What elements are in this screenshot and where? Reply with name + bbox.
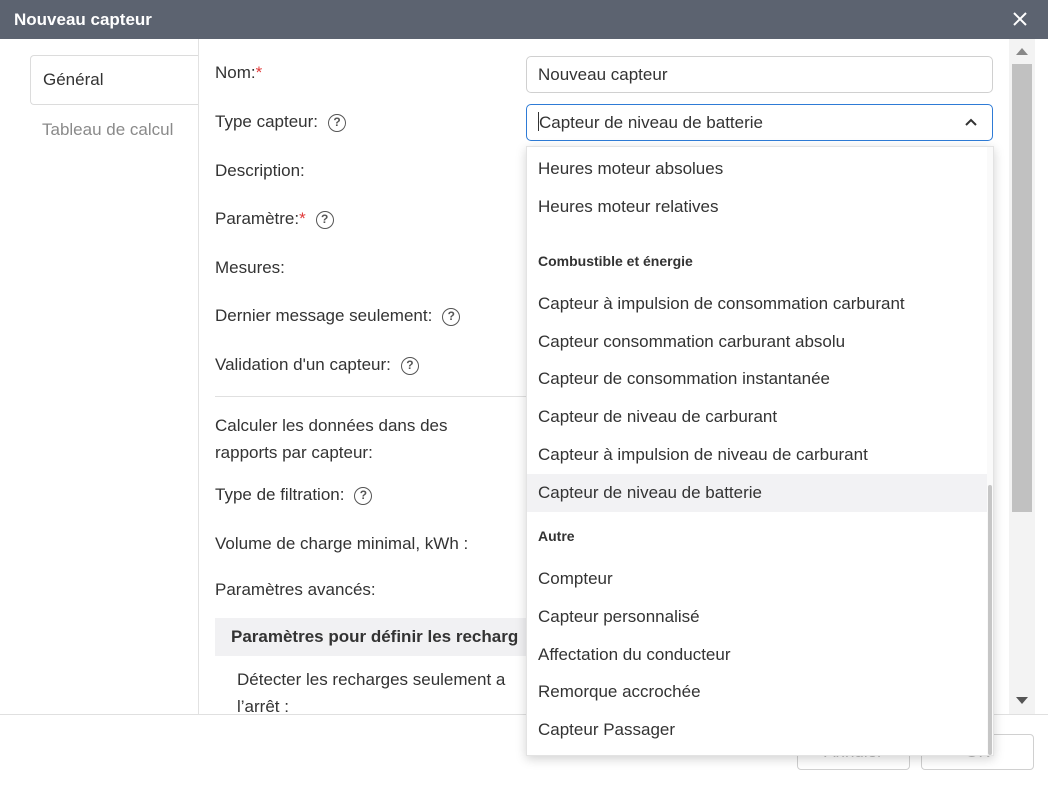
sensor-type-select[interactable] [526, 104, 993, 141]
help-icon[interactable]: ? [354, 487, 372, 505]
dropdown-option[interactable]: Heures moteur relatives [538, 197, 719, 216]
dropdown-option[interactable]: Compteur [538, 569, 613, 588]
dropdown-option[interactable]: Capteur de niveau de carburant [538, 407, 778, 426]
sensor-type-value: Capteur de niveau de batterie [539, 113, 763, 132]
refill-section-header [215, 618, 535, 656]
refill-section-title: Paramètres pour définir les recharg [231, 627, 519, 646]
tab-general[interactable]: Général [30, 55, 199, 105]
min-charge-label: Volume de charge minimal, kWh : [215, 534, 469, 553]
dropdown-option-selected[interactable]: Capteur de niveau de batterie [527, 474, 989, 512]
help-icon[interactable]: ? [401, 357, 419, 375]
dropdown-option[interactable]: Capteur à impulsion de consommation carburant [538, 294, 905, 313]
scroll-down-icon[interactable] [1016, 697, 1028, 704]
dialog-titlebar [0, 0, 1048, 39]
close-icon[interactable] [1010, 9, 1030, 29]
dropdown-option[interactable]: Capteur consommation carburant absolu [538, 332, 846, 351]
sensor-type-dropdown[interactable] [526, 146, 994, 756]
calc-label-line2: rapports par capteur: [215, 443, 373, 462]
name-label: Nom:* [215, 63, 263, 82]
dropdown-scrollbar[interactable] [987, 147, 993, 756]
dropdown-option[interactable]: Capteur personnalisé [538, 607, 700, 626]
help-icon[interactable]: ? [442, 308, 460, 326]
dropdown-option[interactable]: Capteur à impulsion de niveau de carburant [538, 445, 868, 464]
advanced-params-label: Paramètres avancés: [215, 580, 376, 599]
tab-calculation-table[interactable]: Tableau de calcul [42, 120, 174, 139]
filter-type-label: Type de filtration: ? [215, 485, 372, 505]
dropdown-option[interactable]: Affectation du conducteur [538, 645, 731, 664]
dropdown-option[interactable]: Remorque accrochée [538, 682, 701, 701]
dropdown-option[interactable]: Capteur Passager [538, 720, 676, 739]
detect-refill-label-line1: Détecter les recharges seulement a [237, 670, 506, 689]
parameter-label: Paramètre:* ? [215, 209, 334, 229]
form-scrollbar[interactable] [1009, 39, 1035, 714]
help-icon[interactable]: ? [316, 211, 334, 229]
tab-list [0, 39, 199, 714]
detect-refill-label-line2: l’arrêt : [237, 697, 289, 714]
help-icon[interactable]: ? [328, 114, 346, 132]
dropdown-option[interactable]: Capteur de consommation instantanée [538, 369, 831, 388]
form-separator [215, 396, 535, 397]
dropdown-group-other: Autre [538, 528, 575, 544]
dialog-title: Nouveau capteur [14, 10, 152, 29]
dropdown-option[interactable]: Heures moteur absolues [538, 159, 724, 178]
chevron-up-icon [965, 117, 977, 127]
calc-label-line1: Calculer les données dans des [215, 416, 448, 435]
measures-label: Mesures: [215, 258, 285, 277]
dropdown-scrollbar-thumb[interactable] [988, 485, 992, 755]
description-label: Description: [215, 161, 305, 180]
scroll-up-icon[interactable] [1016, 48, 1028, 55]
required-mark: * [299, 209, 306, 228]
last-message-label: Dernier message seulement: ? [215, 306, 460, 326]
required-mark: * [255, 63, 263, 82]
type-label: Type capteur: ? [215, 112, 346, 132]
scrollbar-thumb[interactable] [1012, 64, 1032, 512]
dropdown-group-fuel: Combustible et énergie [538, 253, 693, 269]
name-input[interactable]: Nouveau capteur [526, 56, 993, 93]
validation-label: Validation d'un capteur: ? [215, 355, 419, 375]
